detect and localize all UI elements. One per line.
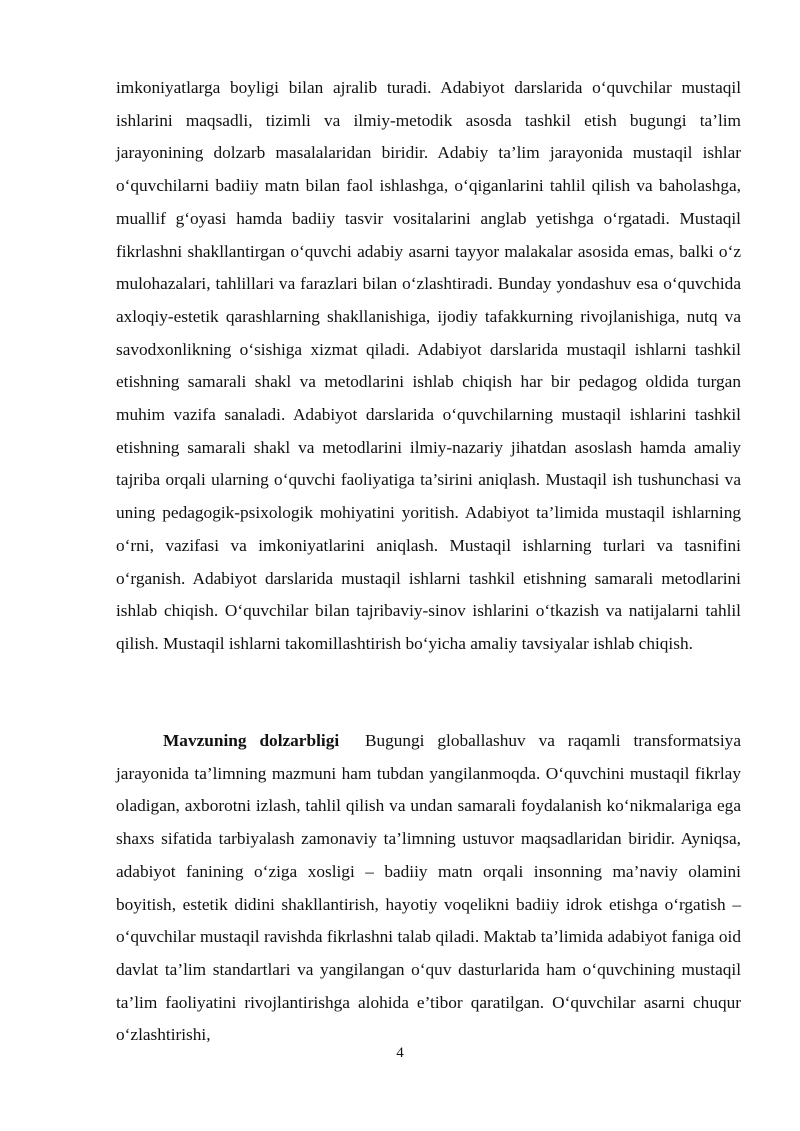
relevance-body: Bugungi globallashuv va raqamli transformatsiya jarayonida ta’limning mazmuni ham tubdan yangilanmoqda. O‘quvchini mustaqil fikrlay oladigan, axborotni izlash, tahlil qilish va undan samarali foydalanish ko‘nikmalariga ega shaxs sifatida tarbiyalash zamonaviy ta’limning ustuvor maqsadlaridan biridir. Ayniqsa, adabiyot fanining o‘ziga xosligi – badiiy matn orqali insonning ma’naviy olamini boyitish, estetik didini shakllantirish, hayotiy voqelikni badiiy idrok etishga o‘rgatish – o‘quvchilar mustaqil ravishda fikrlashni talab qiladi. Maktab ta’limida adabiyot faniga oid davlat ta’lim standartlari va yangilangan o‘quv dasturlarida ham o‘quvchining mustaqil ta’lim faoliyatini rivojlantirishga alohida e’tibor qaratilgan. O‘quvchilar asarni chuqur o‘zlashtirishi, [116, 731, 746, 1045]
paragraph-relevance [116, 725, 746, 1052]
paragraph-continuation: imkoniyatlarga boyligi bilan ajralib turadi. Adabiyot darslarida o‘quvchilar mustaqil ishlarini maqsadli, tizimli va ilmiy-metodik asosda tashkil etish bugungi ta’lim jarayonining dolzarb masalalaridan biridir. Adabiy ta’lim jarayonida mustaqil ishlar o‘quvchilarni badiiy matn bilan faol ishlashga, o‘qiganlarini tahlil qilish va baholashga, muallif g‘oyasi hamda badiiy tasvir vositalarini anglab yetishga o‘rgatadi. Mustaqil fikrlashni shakllantirgan o‘quvchi adabiy asarni tayyor malakalar asosida emas, balki o‘z mulohazalari, tahlillari va farazlari bilan o‘zlashtiradi. Bunday yondashuv esa o‘quvchida axloqiy-estetik qarashlarning shakllanishiga, ijodiy tafakkurning rivojlanishiga, nutq va savodxonlikning o‘sishiga xizmat qiladi. Adabiyot darslarida mustaqil ishlarni tashkil etishning samarali shakl va metodlarini ishlab chiqish har bir pedagog oldida turgan muhim vazifa sanaladi. Adabiyot darslarida o‘quvchilarning mustaqil ishlarini tashkil etishning samarali shakl va metodlarini ilmiy-nazariy jihatdan asoslash hamda amaliy tajriba orqali ularning o‘quvchi faoliyatiga ta’sirini aniqlash. Mustaqil ish tushunchasi va uning pedagogik-psixologik mohiyatini yoritish. Adabiyot ta’limida mustaqil ishlarning o‘rni, vazifasi va imkoniyatlarini aniqlash. Mustaqil ishlarning turlari va tasnifini o‘rganish. Adabiyot darslarida mustaqil ishlarni tashkil etishning samarali metodlarini ishlab chiqish. O‘quvchilar bilan tajribaviy-sinov ishlarini o‘tkazish va natijalarni tahlil qilish. Mustaqil ishlarni takomillashtirish bo‘yicha amaliy tavsiyalar ishlab chiqish. [116, 78, 741, 653]
page-number: 4 [396, 1045, 404, 1061]
body-text-section-2 [116, 725, 746, 1052]
relevance-heading: Mavzuning dolzarbligi [163, 731, 340, 750]
body-text-section-1 [116, 72, 741, 661]
